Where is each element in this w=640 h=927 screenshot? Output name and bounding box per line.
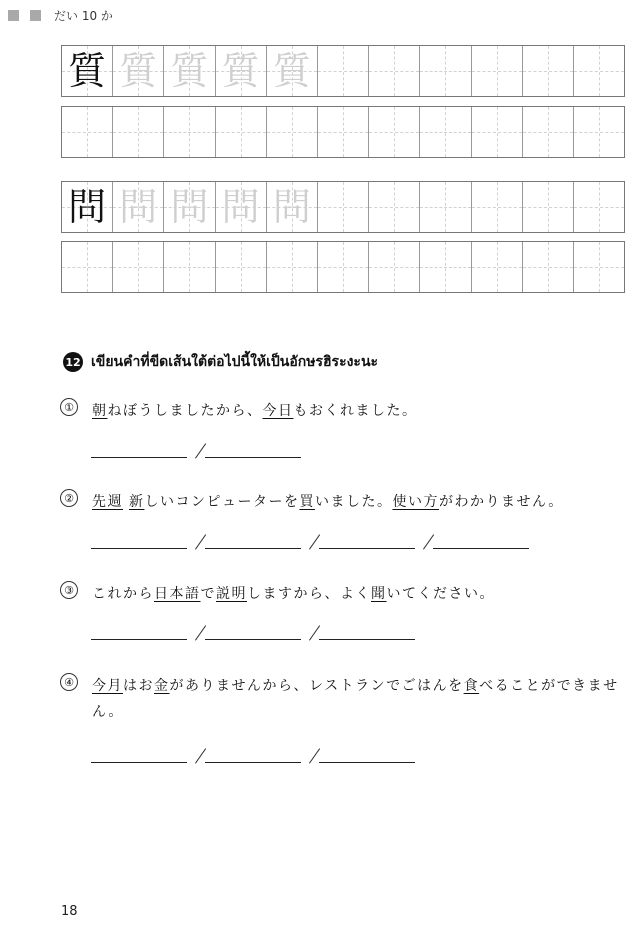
grid-cell[interactable] (471, 107, 522, 157)
answer-blank[interactable] (205, 530, 301, 549)
grid-cell[interactable] (266, 242, 317, 292)
grid-cell[interactable] (266, 182, 317, 232)
answer-blank[interactable] (91, 744, 187, 763)
answer-blanks (91, 531, 529, 549)
grid-cell[interactable] (368, 182, 419, 232)
trace-kanji: 問 (221, 185, 260, 229)
sentence-text: これから (92, 586, 154, 602)
item-number: ② (60, 489, 78, 507)
underlined-word: 聞 (371, 586, 387, 602)
separator-slash (187, 531, 205, 549)
underlined-word: 今日 (262, 403, 294, 419)
answer-blanks (91, 622, 415, 640)
underlined-word: 日本語 (154, 586, 201, 602)
grid-cell[interactable] (317, 242, 368, 292)
grid-cell[interactable] (266, 107, 317, 157)
grid-cell[interactable] (215, 107, 266, 157)
underlined-word: 使い方 (392, 494, 439, 510)
grid-cell[interactable] (266, 46, 317, 96)
kanji-practice-row (61, 181, 625, 233)
item-sentence (92, 673, 635, 725)
underlined-word: 説明 (216, 586, 247, 602)
grid-cell (62, 46, 112, 96)
page-number: 18 (61, 904, 78, 919)
underlined-word: 先週 (92, 494, 123, 510)
answer-blank[interactable] (433, 530, 529, 549)
trace-kanji: 質 (272, 49, 311, 93)
header-square-1 (8, 10, 19, 21)
underlined-word: 新 (128, 494, 145, 510)
trace-kanji: 問 (272, 185, 311, 229)
exercise-item (60, 489, 635, 515)
grid-cell[interactable] (317, 182, 368, 232)
answer-blanks (91, 745, 415, 763)
grid-cell[interactable] (163, 182, 214, 232)
answer-blank[interactable] (91, 621, 187, 640)
grid-cell[interactable] (471, 182, 522, 232)
exercise-item (60, 581, 635, 607)
answer-blank[interactable] (205, 621, 301, 640)
grid-cell[interactable] (112, 182, 163, 232)
grid-cell[interactable] (215, 242, 266, 292)
page-header (8, 8, 113, 22)
grid-cell[interactable] (522, 182, 573, 232)
item-number: ③ (60, 581, 78, 599)
answer-blank[interactable] (319, 530, 415, 549)
separator-slash (187, 745, 205, 763)
exercise-instruction: เขียนคำที่ขีดเส้นใต้ต่อไปนี้ให้เป็นอักษรฮิระงะนะ (91, 354, 379, 370)
underlined-word: 食 (463, 678, 480, 694)
trace-kanji: 問 (119, 185, 158, 229)
grid-cell[interactable] (419, 182, 470, 232)
sentence-text: で (200, 586, 216, 602)
exercise-item (60, 673, 635, 725)
sentence-text: はお (123, 678, 154, 694)
separator-slash (301, 622, 319, 640)
grid-cell[interactable] (317, 46, 368, 96)
grid-cell (62, 182, 112, 232)
header-square-2 (30, 10, 41, 21)
answer-blank[interactable] (91, 530, 187, 549)
sentence-text: がありませんから、レストランでごはんを (169, 678, 464, 694)
grid-cell[interactable] (215, 182, 266, 232)
answer-blank[interactable] (205, 439, 301, 458)
sentence-text: ねぼうしましたから、 (107, 403, 263, 419)
sentence-text: がわかりません。 (438, 494, 564, 510)
grid-cell[interactable] (419, 107, 470, 157)
kanji-blank-row (61, 241, 625, 293)
grid-cell[interactable] (368, 242, 419, 292)
trace-kanji: 質 (170, 49, 209, 93)
grid-cell[interactable] (471, 242, 522, 292)
underlined-word: 朝 (92, 403, 108, 419)
underlined-word: 買 (299, 494, 315, 510)
answer-blanks (91, 440, 301, 458)
grid-cell[interactable] (163, 242, 214, 292)
grid-cell[interactable] (522, 242, 573, 292)
grid-cell[interactable] (573, 46, 624, 96)
grid-cell[interactable] (112, 46, 163, 96)
answer-blank[interactable] (319, 621, 415, 640)
grid-cell[interactable] (62, 107, 112, 157)
separator-slash (187, 440, 205, 458)
item-sentence (92, 581, 635, 607)
grid-cell[interactable] (112, 107, 163, 157)
underlined-word: 金 (154, 678, 170, 694)
separator-slash (415, 531, 433, 549)
kanji-blank-row (61, 106, 625, 158)
item-number: ① (60, 398, 78, 416)
underlined-word: 今月 (92, 678, 123, 694)
exercise-heading (63, 351, 378, 373)
grid-cell[interactable] (419, 242, 470, 292)
trace-kanji: 質 (119, 49, 158, 93)
grid-cell[interactable] (419, 46, 470, 96)
sentence-text: もおくれました。 (293, 403, 418, 419)
trace-kanji: 問 (170, 185, 209, 229)
item-sentence (92, 489, 635, 515)
trace-kanji: 質 (221, 49, 260, 93)
grid-cell[interactable] (522, 46, 573, 96)
grid-cell[interactable] (573, 182, 624, 232)
grid-cell[interactable] (522, 107, 573, 157)
grid-cell[interactable] (368, 107, 419, 157)
separator-slash (301, 531, 319, 549)
sentence-text: しいコンピューターを (144, 494, 300, 510)
sentence-text: いました。 (314, 494, 393, 510)
answer-blank[interactable] (205, 744, 301, 763)
sentence-text: いてください。 (386, 586, 495, 602)
grid-cell[interactable] (471, 46, 522, 96)
sentence-text: べることができません。 (92, 678, 619, 720)
exercise-item (60, 398, 635, 424)
grid-cell[interactable] (163, 46, 214, 96)
sentence-text: しますから、よく (247, 586, 371, 602)
kanji-practice-row (61, 45, 625, 97)
model-kanji: 問 (68, 185, 107, 229)
exercise-number-badge: 12 (63, 352, 83, 372)
answer-blank[interactable] (91, 439, 187, 458)
answer-blank[interactable] (319, 744, 415, 763)
lesson-label: だい 10 か (54, 8, 113, 23)
grid-cell[interactable] (317, 107, 368, 157)
item-sentence (92, 398, 635, 424)
grid-cell[interactable] (573, 107, 624, 157)
grid-cell[interactable] (163, 107, 214, 157)
item-number: ④ (60, 673, 78, 691)
separator-slash (301, 745, 319, 763)
grid-cell[interactable] (573, 242, 624, 292)
model-kanji: 質 (68, 49, 107, 93)
grid-cell[interactable] (368, 46, 419, 96)
grid-cell[interactable] (215, 46, 266, 96)
grid-cell[interactable] (112, 242, 163, 292)
separator-slash (187, 622, 205, 640)
grid-cell[interactable] (62, 242, 112, 292)
